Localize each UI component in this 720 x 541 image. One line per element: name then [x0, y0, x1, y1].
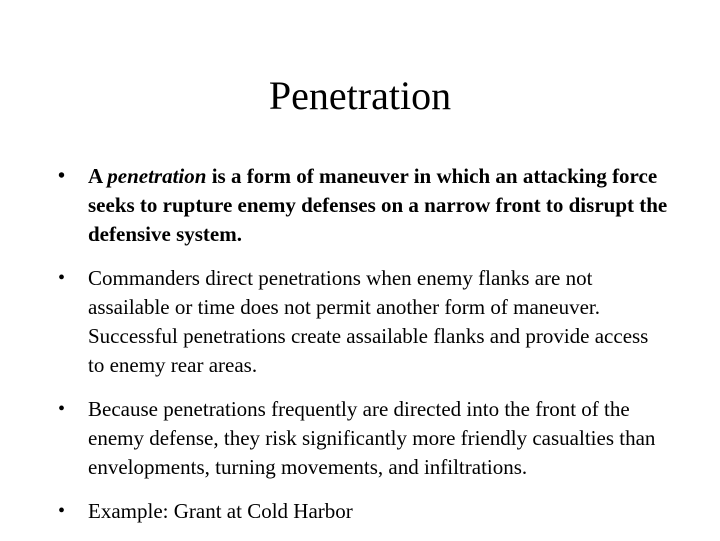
bullet-text-emphasis: penetration — [107, 164, 207, 188]
bullet-text: Commanders direct penetrations when enemy flanks are not assailable or time does not permit another form of maneuver. Successful penetrations create assailable flanks and provide access to enemy rear areas. — [88, 266, 649, 377]
bullet-icon: • — [58, 398, 66, 420]
bullet-item-definition — [58, 162, 668, 249]
bullet-text: Because penetrations frequently are directed into the front of the enemy defense, they risk significantly more friendly casualties than envelopments, turning movements, and infiltrations. — [88, 397, 656, 479]
bullet-text-lead: A — [88, 164, 108, 188]
bullet-item-casualties — [58, 395, 668, 482]
slide-title: Penetration — [268, 73, 452, 118]
bullet-item-example — [58, 497, 668, 526]
bullet-icon: • — [58, 165, 66, 187]
bullet-text-rest: is a form of maneuver in which an attacking force seeks to rupture enemy defenses on a narrow front to disrupt the defensive system. — [88, 164, 668, 246]
bullet-text: Example: Grant at Cold Harbor — [88, 499, 353, 523]
bullet-icon: • — [58, 500, 66, 522]
bullet-icon: • — [58, 267, 66, 289]
bullet-item-commanders — [58, 264, 668, 380]
bullet-list — [58, 162, 668, 541]
